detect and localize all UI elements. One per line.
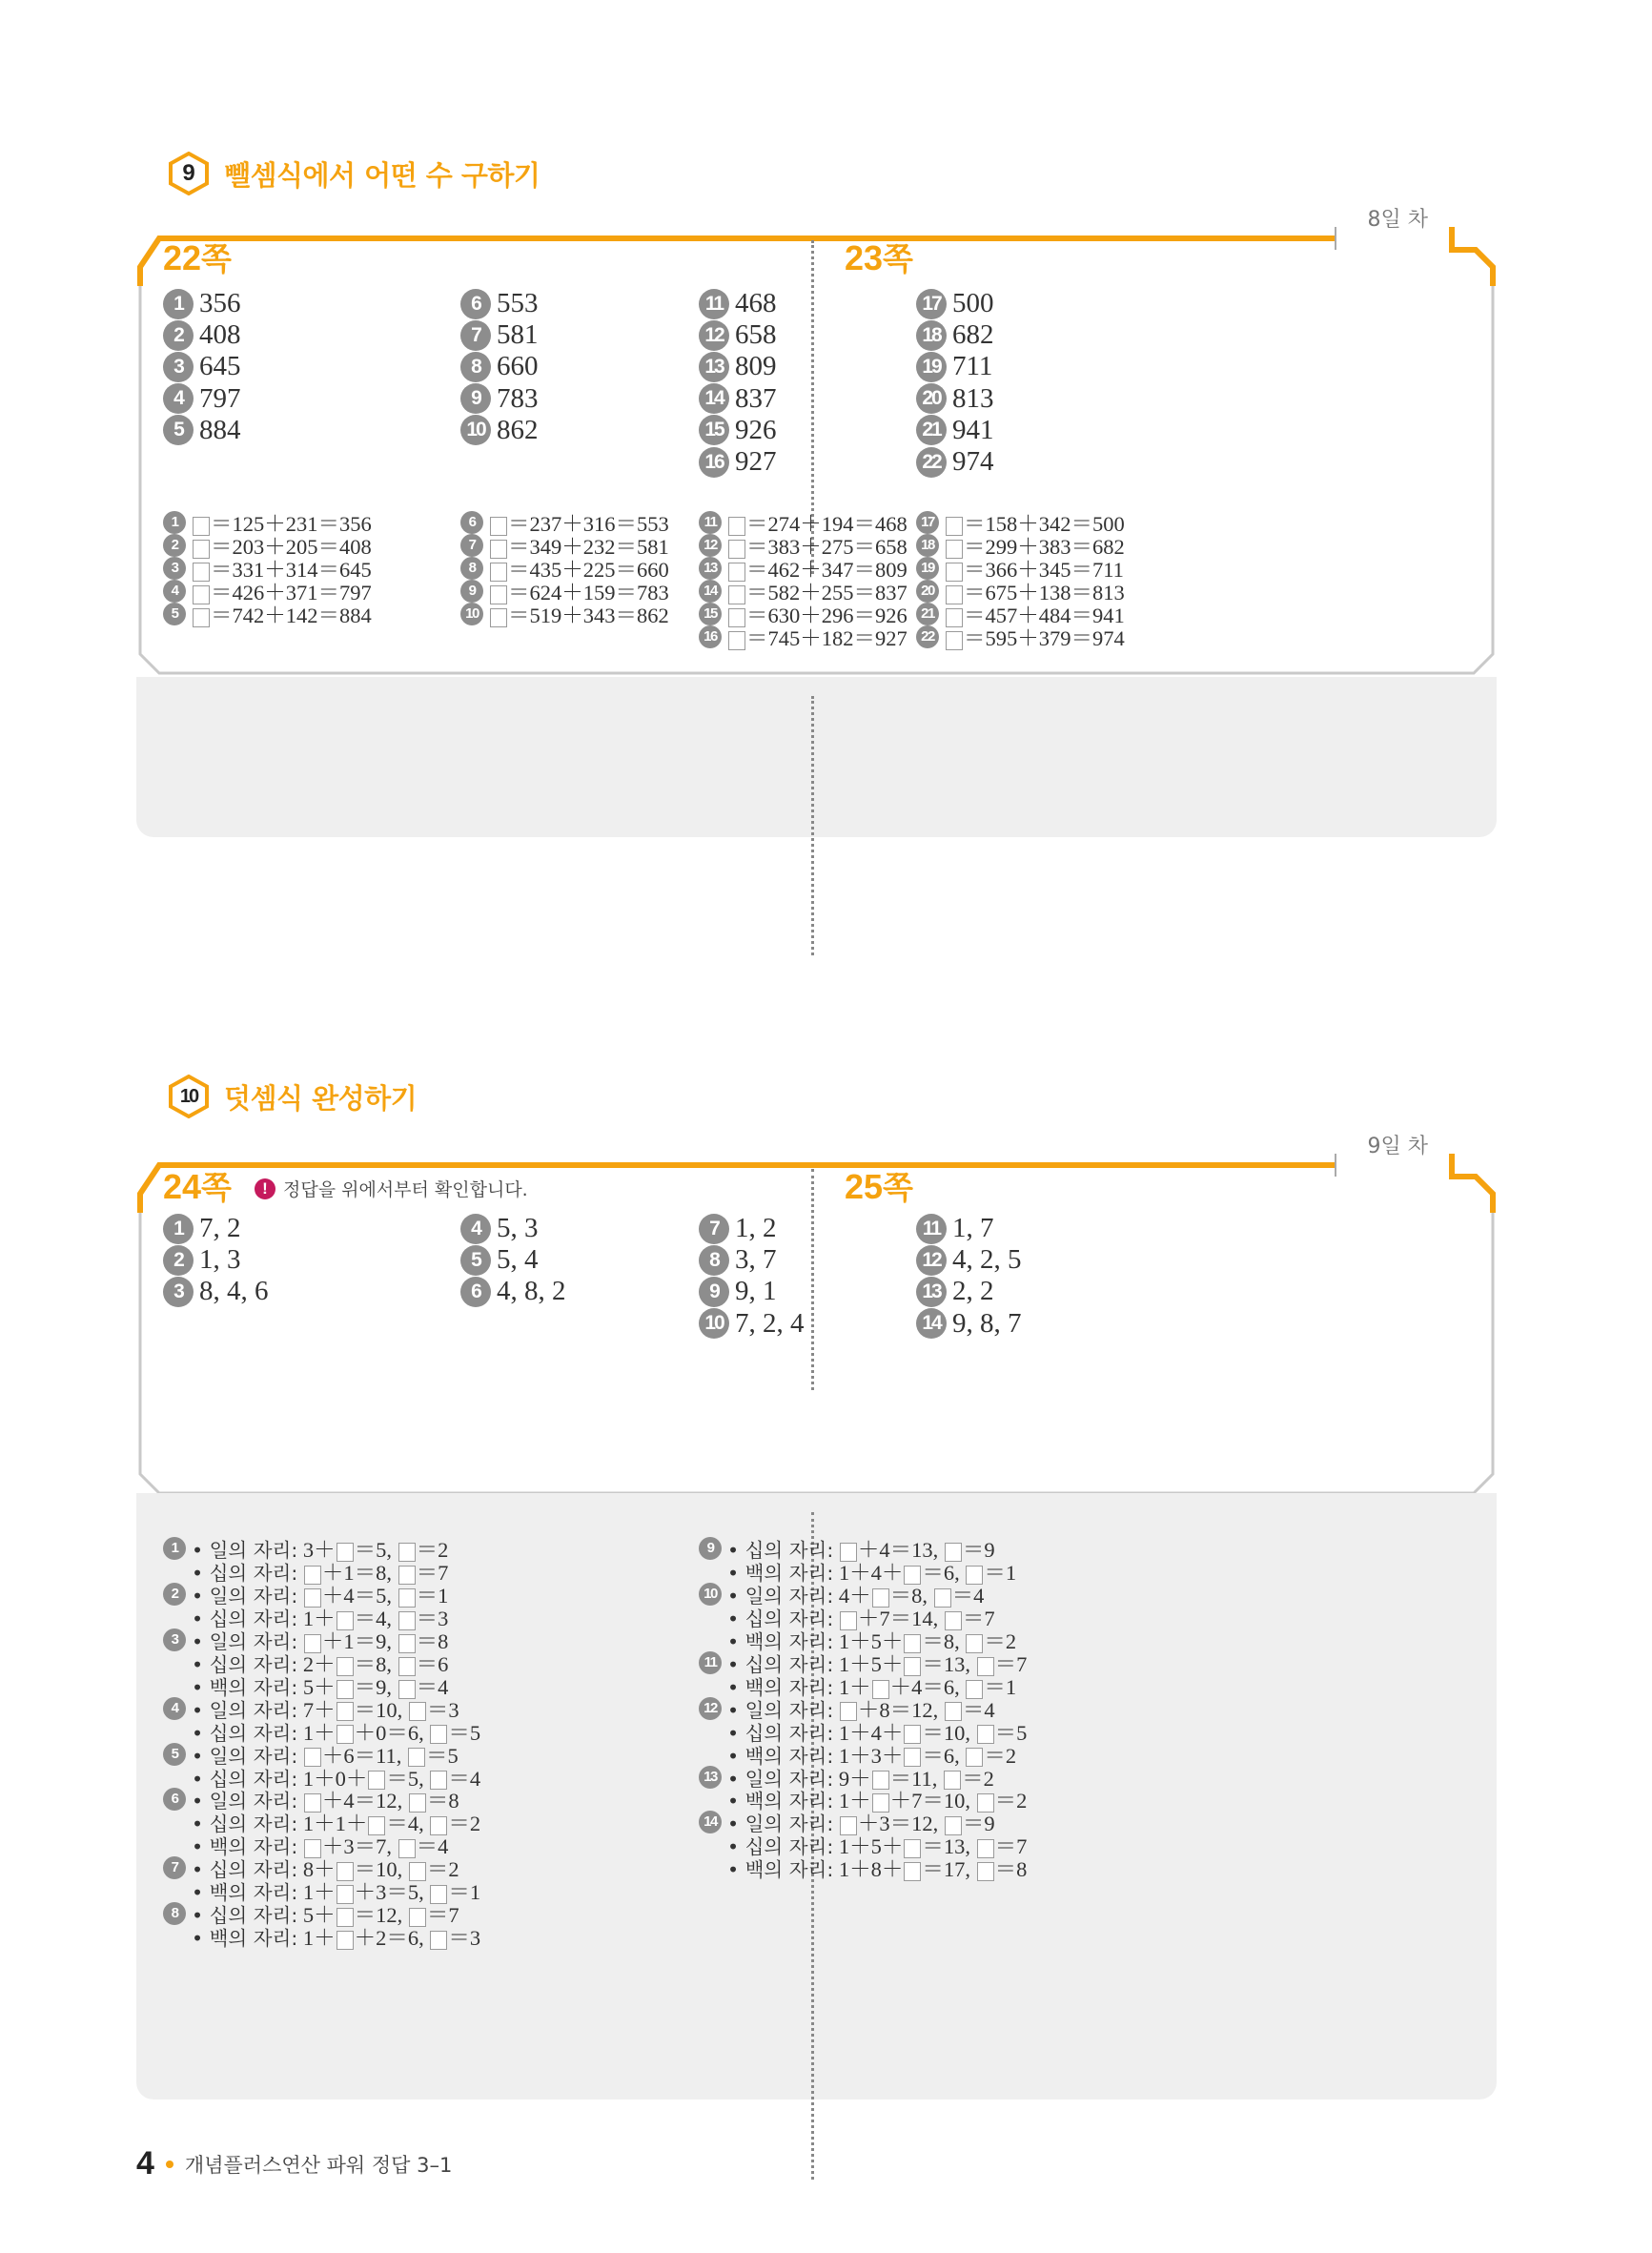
answer-value: 8, 4, 6: [199, 1276, 269, 1307]
solution-number-badge: 14: [699, 580, 722, 603]
answer-value: 553: [497, 288, 539, 318]
equation: ＋7＝14, ＝7: [833, 1602, 994, 1632]
equation: 5＋ ＝12, ＝7: [297, 1903, 459, 1928]
equation: ＝125＋231＝356: [192, 507, 372, 538]
equation: 1＋3＋ ＝6, ＝2: [833, 1743, 1017, 1768]
equation: 1＋ ＋0＝6, ＝5: [297, 1720, 481, 1745]
equation: ＝274＋194＝468: [727, 507, 908, 538]
equation: ＝203＋205＝408: [192, 530, 372, 561]
answer-item: [460, 1244, 539, 1276]
equation: ＝158＋342＝500: [945, 507, 1125, 538]
question-number-badge: 4: [460, 1214, 491, 1244]
solution-number-badge: 5: [163, 603, 186, 625]
solution-line: [163, 1921, 480, 1952]
answer-note: ! 정답을 위에서부터 확인합니다.: [255, 1176, 528, 1201]
solution-number-badge: 16: [699, 625, 722, 648]
question-number-badge: 22: [916, 447, 947, 478]
equation: ＋1＝9, ＝8: [297, 1625, 448, 1655]
equation: ＝630＋296＝926: [727, 599, 908, 629]
answer-value: 926: [735, 414, 777, 445]
answer-value: 927: [735, 446, 777, 477]
answer-box-frame: [136, 210, 1497, 744]
equation: 1＋ ＋4＝6, ＝1: [833, 1674, 1017, 1699]
place-value-label: • 백의 자리:: [727, 1744, 834, 1768]
answer-item: [916, 1308, 1022, 1340]
answer-item: [699, 1308, 805, 1340]
place-value-label: • 십의 자리:: [192, 1813, 298, 1836]
blank-box: [193, 608, 210, 627]
answer-value: 5, 3: [497, 1213, 539, 1243]
equation: 1＋ ＋7＝10, ＝2: [833, 1789, 1028, 1813]
equation: 1＋0＋ ＝5, ＝4: [297, 1766, 481, 1791]
answer-item: [460, 1213, 539, 1244]
place-value-label: • 십의 자리:: [192, 1858, 298, 1882]
solution-number-badge: 7: [460, 534, 483, 557]
answer-item: [916, 319, 994, 351]
answer-value: 682: [952, 319, 994, 351]
answer-item: [916, 351, 992, 382]
place-value-label: • 백의 자리:: [192, 1881, 298, 1905]
question-number-badge: 8: [699, 1245, 729, 1276]
answer-item: [163, 351, 241, 382]
solution-number-badge: 2: [163, 1583, 186, 1606]
place-value-label: • 십의 자리:: [727, 1539, 834, 1562]
blank-box: [977, 1862, 994, 1881]
equation: 5＋ ＝9, ＝4: [297, 1674, 449, 1699]
equation: ＋4＝12, ＝8: [297, 1784, 459, 1814]
place-value-label: • 백의 자리:: [727, 1629, 834, 1653]
question-number-badge: 19: [916, 352, 947, 382]
answer-value: 884: [199, 414, 241, 445]
solution-number-badge: 3: [163, 557, 186, 580]
question-number-badge: 13: [916, 1277, 947, 1307]
section-title: 뺄셈식에서 어떤 수 구하기: [224, 158, 540, 192]
question-number-badge: 11: [699, 289, 729, 319]
answer-item: [699, 446, 777, 478]
solution-number-badge: 8: [163, 1902, 186, 1925]
answer-value: 356: [199, 288, 241, 318]
solution-number-badge: 6: [163, 1788, 186, 1811]
place-value-label: • 일의 자리:: [192, 1698, 298, 1722]
place-value-label: • 일의 자리:: [192, 1629, 298, 1653]
equation: ＝595＋379＝974: [945, 622, 1125, 652]
answer-item: [163, 319, 241, 351]
solution-number-badge: 10: [699, 1583, 722, 1606]
answer-value: 658: [735, 319, 777, 351]
equation: ＝435＋225＝660: [489, 553, 669, 584]
answer-value: 1, 3: [199, 1244, 241, 1276]
question-number-badge: 6: [460, 1277, 491, 1307]
equation: ＋6＝11, ＝5: [297, 1739, 459, 1770]
equation: 1＋5＋ ＝13, ＝7: [833, 1834, 1028, 1859]
blank-box: [337, 1931, 354, 1950]
answer-item: [163, 1213, 241, 1244]
question-number-badge: 12: [916, 1245, 947, 1276]
equation: 8＋ ＝10, ＝2: [297, 1857, 459, 1882]
equation: 1＋1＋ ＝4, ＝2: [297, 1812, 481, 1836]
answer-item: [699, 1213, 777, 1244]
equation: ＝457＋484＝941: [945, 599, 1125, 629]
place-value-label: • 일의 자리:: [192, 1584, 298, 1608]
equation: 1＋8＋ ＝17, ＝8: [833, 1857, 1028, 1882]
answer-value: 500: [952, 288, 994, 318]
answer-item: [699, 288, 777, 319]
question-number-badge: 2: [163, 1245, 194, 1276]
equation: ＝745＋182＝927: [727, 622, 908, 652]
place-value-label: • 일의 자리:: [192, 1744, 298, 1768]
equation: 9＋ ＝11, ＝2: [833, 1766, 994, 1791]
section-10-title: [167, 1073, 417, 1120]
answer-item: [460, 319, 539, 351]
equation: ＝462＋347＝809: [727, 553, 908, 584]
equation: ＝299＋383＝682: [945, 530, 1125, 561]
page-heading-25: 25쪽: [845, 1167, 913, 1206]
place-value-label: • 백의 자리:: [727, 1675, 834, 1699]
equation: ＋3＝12, ＝9: [833, 1807, 994, 1837]
equation: ＝349＋232＝581: [489, 530, 669, 561]
answer-item: [916, 1244, 1022, 1276]
answer-item: [916, 1276, 994, 1307]
question-number-badge: 15: [699, 415, 729, 445]
solution-number-badge: 22: [916, 625, 939, 648]
equation: ＋4＝5, ＝1: [297, 1579, 448, 1609]
answer-item: [699, 415, 777, 446]
answer-value: 941: [952, 414, 994, 445]
solution-number-badge: 11: [699, 511, 722, 534]
solution-number-badge: 9: [699, 1537, 722, 1560]
solution-number-badge: 4: [163, 1697, 186, 1720]
solution-number-badge: 12: [699, 1697, 722, 1720]
equation: ＋3＝7, ＝4: [297, 1830, 448, 1860]
answer-item: [460, 1276, 566, 1307]
solution-number-badge: 1: [163, 511, 186, 534]
question-number-badge: 7: [699, 1214, 729, 1244]
answer-value: 5, 4: [497, 1244, 539, 1276]
question-number-badge: 10: [460, 415, 491, 445]
place-value-label: • 일의 자리:: [192, 1539, 298, 1562]
question-number-badge: 12: [699, 320, 729, 351]
place-value-label: • 십의 자리:: [192, 1652, 298, 1676]
answer-value: 9, 8, 7: [952, 1307, 1022, 1339]
solution-number-badge: 4: [163, 580, 186, 603]
equation: ＋8＝12, ＝4: [833, 1693, 994, 1724]
blank-box: [490, 608, 507, 627]
answer-item: [916, 288, 994, 319]
question-number-badge: 13: [699, 352, 729, 382]
equation: ＝331＋314＝645: [192, 553, 372, 584]
place-value-label: • 일의 자리:: [192, 1790, 298, 1813]
question-number-badge: 4: [163, 383, 194, 414]
day-label: 8일 차: [1367, 208, 1428, 232]
question-number-badge: 7: [460, 320, 491, 351]
solution-number-badge: 17: [916, 511, 939, 534]
answer-item: [460, 415, 539, 446]
question-number-badge: 11: [916, 1214, 947, 1244]
answer-value: 2, 2: [952, 1276, 994, 1307]
solution-number-badge: 9: [460, 580, 483, 603]
solution-panel: [136, 677, 1497, 837]
question-number-badge: 8: [460, 352, 491, 382]
question-number-badge: 21: [916, 415, 947, 445]
answer-item: [699, 351, 777, 382]
solution-number-badge: 12: [699, 534, 722, 557]
answer-value: 1, 7: [952, 1213, 994, 1243]
answer-item: [916, 383, 994, 415]
equation: 1＋5＋ ＝8, ＝2: [833, 1628, 1017, 1653]
solution-line: [699, 1853, 1027, 1883]
answer-value: 813: [952, 382, 994, 414]
answer-item: [460, 351, 539, 382]
column-divider: [811, 696, 814, 955]
section-number-badge: 9: [167, 152, 211, 195]
answer-item: [163, 288, 241, 319]
section-10: [136, 1068, 1497, 2098]
equation: 1＋4＋ ＝10, ＝5: [833, 1720, 1028, 1745]
equation: ＝366＋345＝711: [945, 553, 1124, 584]
place-value-label: • 십의 자리:: [727, 1652, 834, 1676]
answer-value: 3, 7: [735, 1244, 777, 1276]
solution-number-badge: 1: [163, 1537, 186, 1560]
place-value-label: • 십의 자리:: [192, 1607, 298, 1630]
place-value-label: • 십의 자리:: [192, 1561, 298, 1585]
place-value-label: • 십의 자리:: [727, 1721, 834, 1745]
place-value-label: • 일의 자리:: [727, 1813, 834, 1836]
place-value-label: • 일의 자리:: [727, 1698, 834, 1722]
equation: ＋4＝13, ＝9: [833, 1533, 994, 1564]
equation: ＝624＋159＝783: [489, 576, 669, 606]
place-value-label: • 백의 자리:: [192, 1675, 298, 1699]
solution-number-badge: 18: [916, 534, 939, 557]
solution-number-badge: 8: [460, 557, 483, 580]
blank-box: [430, 1931, 447, 1950]
equation: ＝383＋275＝658: [727, 530, 908, 561]
answer-value: 645: [199, 351, 241, 382]
question-number-badge: 6: [460, 289, 491, 319]
place-value-label: • 백의 자리:: [192, 1927, 298, 1951]
question-number-badge: 18: [916, 320, 947, 351]
answer-value: 581: [497, 319, 539, 351]
answer-value: 9, 1: [735, 1276, 777, 1307]
section-number-badge: 10: [167, 1075, 211, 1118]
answer-item: [460, 383, 539, 415]
place-value-label: • 백의 자리:: [727, 1858, 834, 1882]
blank-box: [728, 631, 745, 650]
answer-value: 974: [952, 446, 994, 477]
equation: ＋1＝8, ＝7: [297, 1556, 448, 1587]
answer-item: [916, 415, 994, 446]
question-number-badge: 2: [163, 320, 194, 351]
answer-item: [699, 383, 777, 415]
footer-text: 개념플러스연산 파워 정답 3–1: [184, 2153, 453, 2177]
solution-number-badge: 3: [163, 1628, 186, 1651]
equation: ＝237＋316＝553: [489, 507, 669, 538]
equation: 4＋ ＝8, ＝4: [833, 1583, 985, 1608]
equation: 7＋ ＝10, ＝3: [297, 1697, 459, 1722]
answer-item: [916, 1213, 994, 1244]
page-number: 4: [136, 2145, 154, 2181]
column-divider: [811, 1169, 814, 1390]
section-title: 덧셈식 완성하기: [224, 1081, 418, 1115]
answer-value: 7, 2, 4: [735, 1307, 805, 1339]
place-value-label: • 십의 자리:: [727, 1607, 834, 1630]
equation: 2＋ ＝8, ＝6: [297, 1651, 449, 1676]
answer-item: [699, 319, 777, 351]
answer-item: [699, 1244, 777, 1276]
answer-item: [916, 446, 994, 478]
solution-number-badge: 19: [916, 557, 939, 580]
solution-number-badge: 2: [163, 534, 186, 557]
answer-value: 7, 2: [199, 1213, 241, 1243]
place-value-label: • 십의 자리:: [192, 1721, 298, 1745]
question-number-badge: 1: [163, 289, 194, 319]
bullet-dot: [166, 2161, 173, 2168]
answer-value: 809: [735, 351, 777, 382]
place-value-label: • 일의 자리:: [727, 1584, 834, 1608]
question-number-badge: 10: [699, 1308, 729, 1339]
place-value-label: • 일의 자리:: [727, 1767, 834, 1791]
answer-value: 837: [735, 382, 777, 414]
answer-value: 468: [735, 288, 777, 318]
answer-item: [699, 1276, 777, 1307]
question-number-badge: 1: [163, 1214, 194, 1244]
solution-line: [916, 622, 1125, 652]
place-value-label: • 백의 자리:: [727, 1561, 834, 1585]
equation: 1＋ ＋3＝5, ＝1: [297, 1880, 481, 1905]
equation: ＝426＋371＝797: [192, 576, 372, 606]
solution-number-badge: 13: [699, 557, 722, 580]
answer-value: 4, 8, 2: [497, 1276, 566, 1307]
page-heading-22: 22쪽: [163, 238, 232, 277]
equation: 3＋ ＝5, ＝2: [297, 1538, 449, 1562]
place-value-label: • 백의 자리:: [727, 1790, 834, 1813]
answer-item: [163, 415, 241, 446]
day-label: 9일 차: [1367, 1135, 1428, 1158]
question-number-badge: 9: [460, 383, 491, 414]
equation: 1＋4＋ ＝6, ＝1: [833, 1560, 1017, 1585]
section-9-title: [167, 150, 540, 197]
solution-number-badge: 7: [163, 1856, 186, 1879]
solution-line: [460, 599, 669, 629]
solution-number-badge: 5: [163, 1743, 186, 1766]
question-number-badge: 5: [163, 415, 194, 445]
equation: 1＋5＋ ＝13, ＝7: [833, 1651, 1028, 1676]
page-heading-24: 24쪽: [163, 1167, 232, 1206]
answer-value: 408: [199, 319, 241, 351]
equation: ＝519＋343＝862: [489, 599, 669, 629]
question-number-badge: 17: [916, 289, 947, 319]
question-number-badge: 5: [460, 1245, 491, 1276]
question-number-badge: 9: [699, 1277, 729, 1307]
answer-item: [163, 1276, 269, 1307]
place-value-label: • 십의 자리:: [727, 1835, 834, 1859]
solution-number-badge: 10: [460, 603, 483, 625]
question-number-badge: 3: [163, 352, 194, 382]
blank-box: [946, 631, 963, 650]
question-number-badge: 20: [916, 383, 947, 414]
equation: 1＋ ＋2＝6, ＝3: [297, 1926, 481, 1951]
solution-number-badge: 15: [699, 603, 722, 625]
answer-item: [163, 383, 241, 415]
answer-value: 797: [199, 382, 241, 414]
place-value-label: • 십의 자리:: [192, 1904, 298, 1928]
question-number-badge: 14: [699, 383, 729, 414]
equation: ＝675＋138＝813: [945, 576, 1125, 606]
place-value-label: • 백의 자리:: [192, 1835, 298, 1859]
page-footer: [136, 2145, 452, 2182]
answer-value: 862: [497, 414, 539, 445]
solution-number-badge: 14: [699, 1811, 722, 1833]
solution-number-badge: 6: [460, 511, 483, 534]
answer-value: 4, 2, 5: [952, 1244, 1022, 1276]
solution-number-badge: 13: [699, 1766, 722, 1789]
section-9: [136, 143, 1497, 849]
place-value-label: • 십의 자리:: [192, 1767, 298, 1791]
equation: ＝582＋255＝837: [727, 576, 908, 606]
question-number-badge: 16: [699, 447, 729, 478]
answer-item: [460, 288, 539, 319]
exclamation-icon: !: [255, 1178, 275, 1199]
answer-value: 1, 2: [735, 1213, 777, 1243]
question-number-badge: 14: [916, 1308, 947, 1339]
solution-number-badge: 11: [699, 1651, 722, 1674]
answer-item: [163, 1244, 241, 1276]
question-number-badge: 3: [163, 1277, 194, 1307]
answer-value: 711: [952, 351, 993, 382]
answer-value: 783: [497, 382, 539, 414]
solution-number-badge: 20: [916, 580, 939, 603]
page-heading-23: 23쪽: [845, 238, 913, 277]
blank-box: [904, 1862, 921, 1881]
solution-line: [163, 599, 372, 629]
solution-line: [699, 622, 908, 652]
equation: ＝742＋142＝884: [192, 599, 372, 629]
equation: 1＋ ＝4, ＝3: [297, 1606, 449, 1630]
solution-number-badge: 21: [916, 603, 939, 625]
answer-value: 660: [497, 351, 539, 382]
